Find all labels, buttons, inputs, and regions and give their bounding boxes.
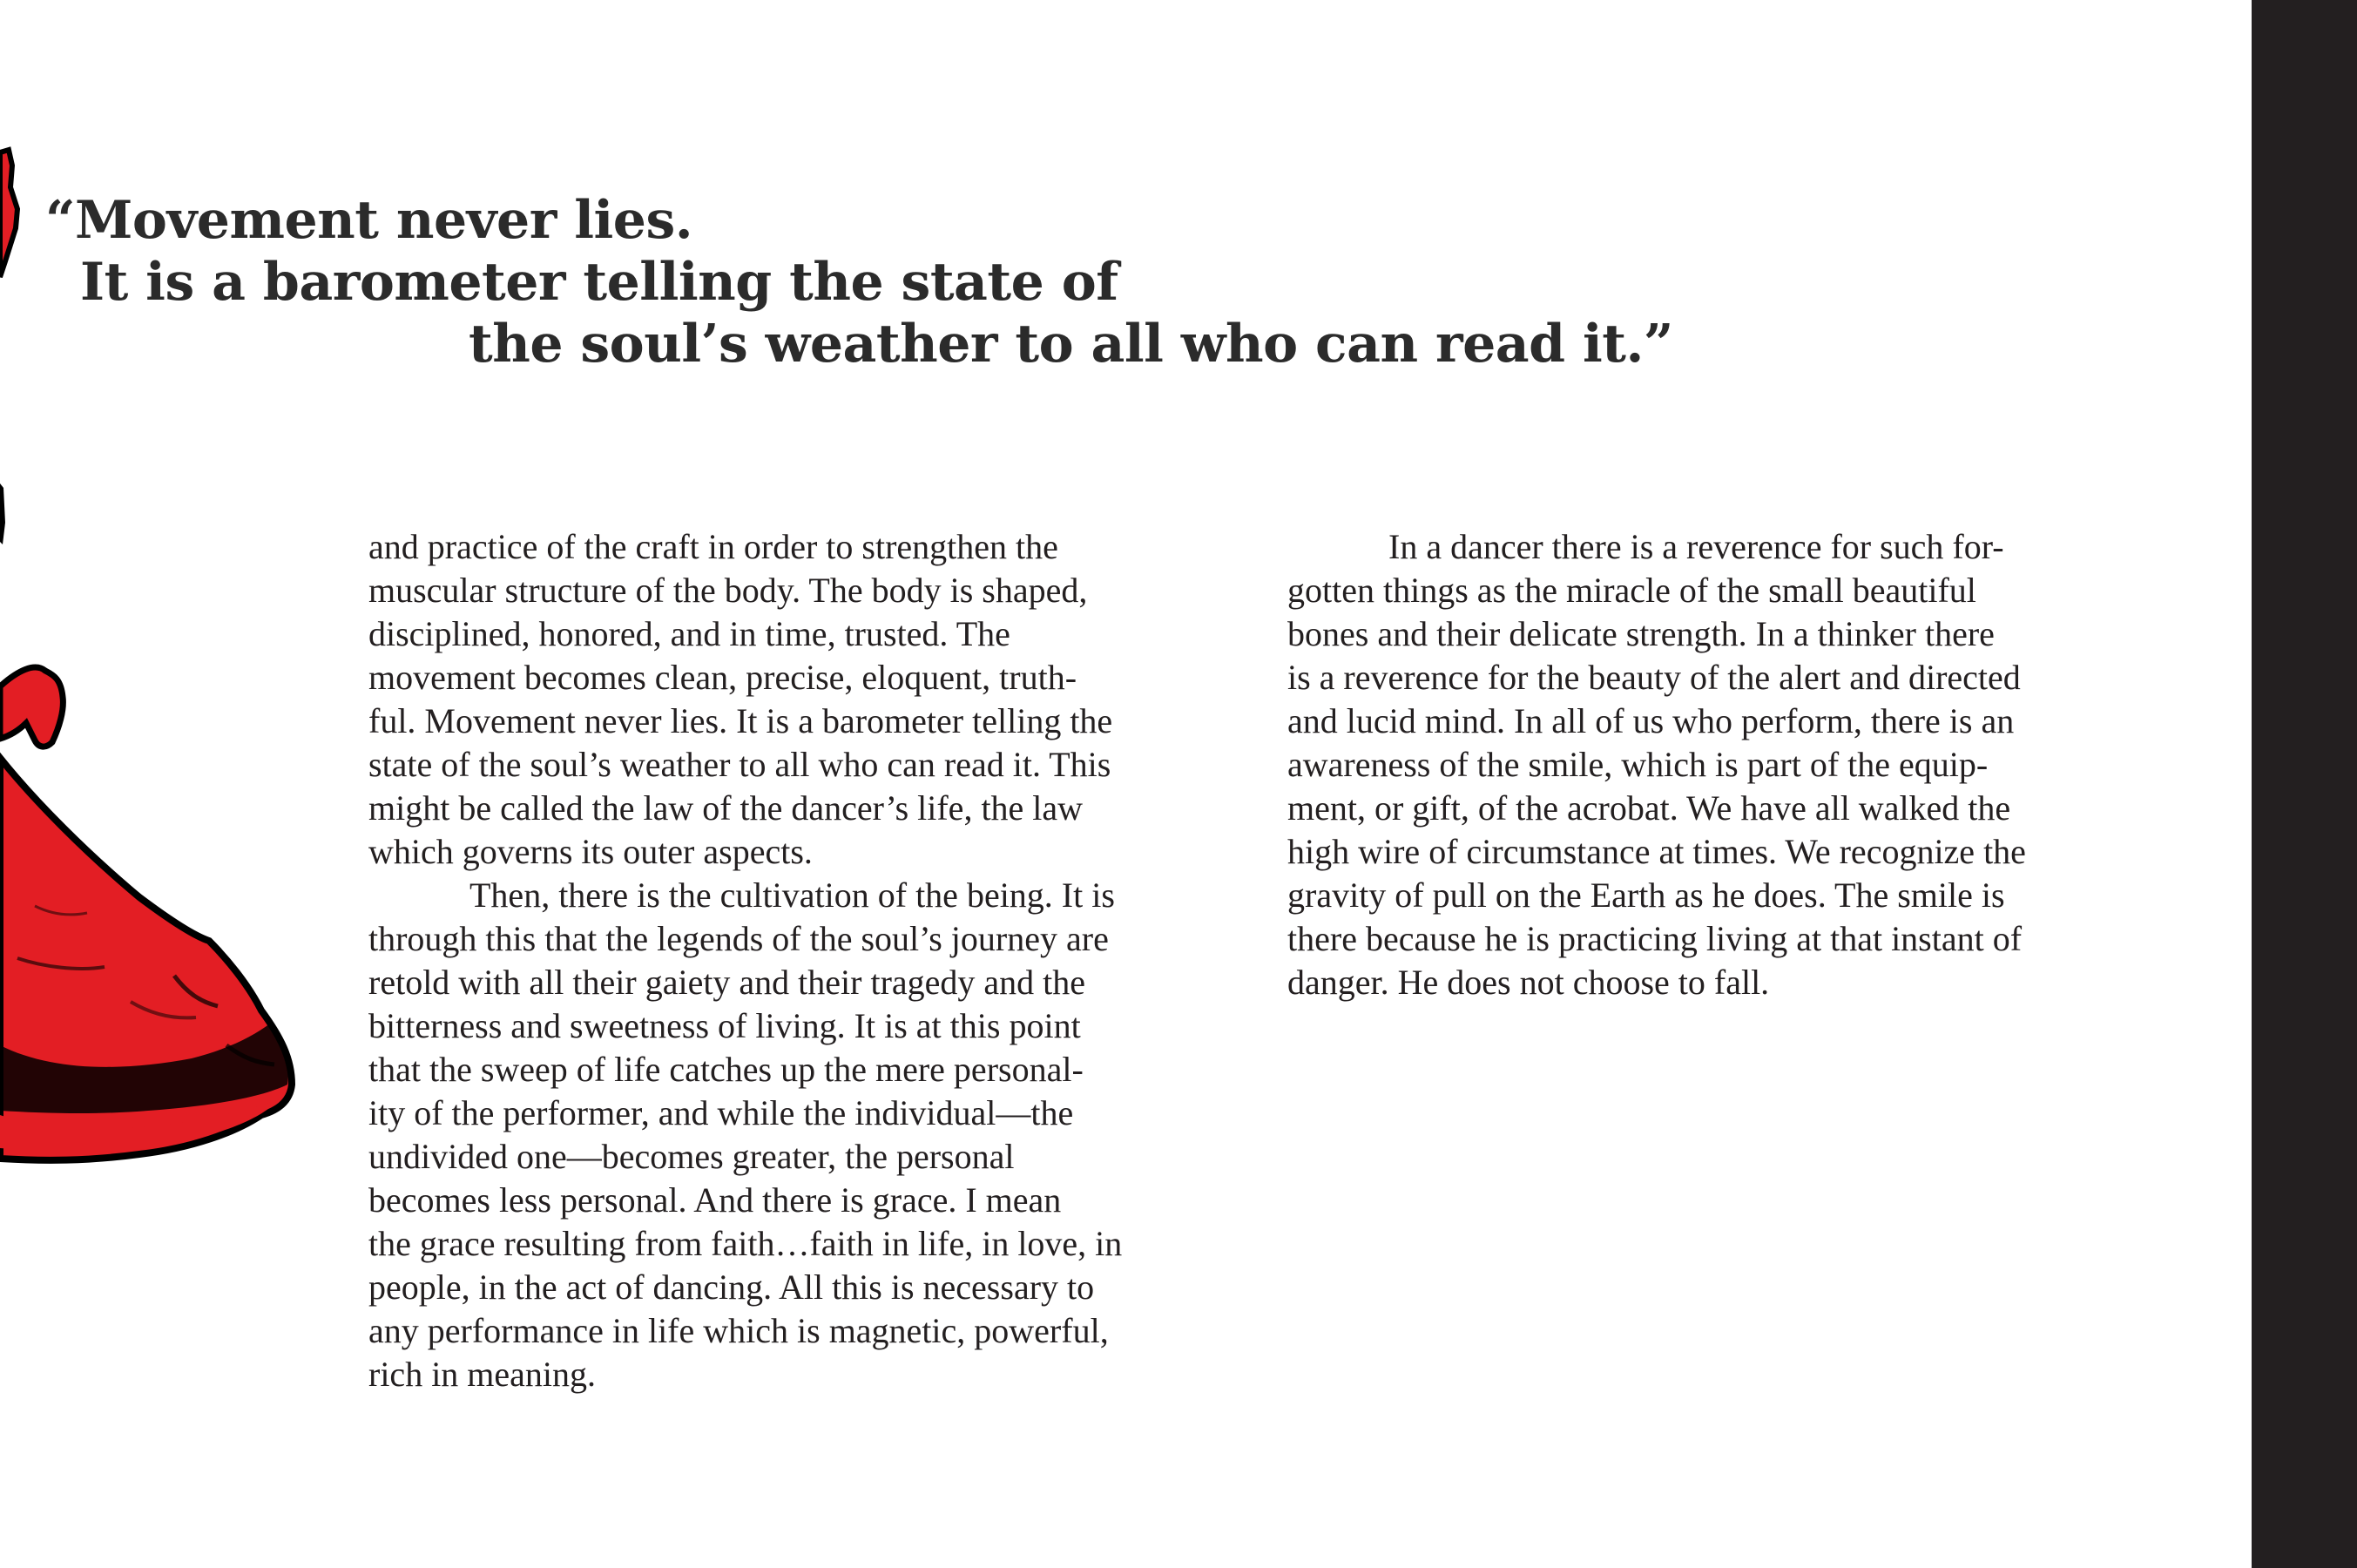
pull-quote — [45, 190, 1673, 375]
text-line: bitterness and sweetness of living. It is at this point — [368, 1006, 1081, 1045]
text-line: becomes less personal. And there is grace. I mean — [368, 1180, 1062, 1220]
dancer-arm-fragment — [0, 483, 5, 544]
text-line: In a dancer there is a reverence for such for- — [1388, 527, 2004, 566]
text-line: undivided one—becomes greater, the personal — [368, 1137, 1015, 1176]
text-line: rich in meaning. — [368, 1355, 597, 1394]
text-line: ment, or gift, of the acrobat. We have all walked the — [1287, 788, 2011, 828]
pull-quote-line: “Movement never lies. — [45, 190, 693, 251]
text-line: any performance in life which is magnetic, powerful, — [368, 1311, 1109, 1350]
body-column-right — [1287, 525, 2193, 1004]
text-line: awareness of the smile, which is part of the equip- — [1287, 745, 1989, 784]
dancer-hand-fragment — [0, 150, 17, 277]
text-line: ful. Movement never lies. It is a barometer telling the — [368, 701, 1113, 740]
text-line: retold with all their gaiety and their tragedy and the — [368, 963, 1086, 1002]
text-line: there because he is practicing living at that instant of — [1287, 919, 2023, 958]
text-line: danger. He does not choose to fall. — [1287, 963, 1770, 1002]
text-line: and practice of the craft in order to strengthen the — [368, 527, 1058, 566]
text-line: movement becomes clean, precise, eloquent, truth- — [368, 658, 1077, 697]
text-line: through this that the legends of the soul’s journey are — [368, 919, 1109, 958]
text-line: state of the soul’s weather to all who can read it. This — [368, 745, 1111, 784]
text-line: ity of the performer, and while the individual—the — [368, 1093, 1074, 1132]
text-line: and lucid mind. In all of us who perform, there is an — [1287, 701, 2015, 740]
text-line: is a reverence for the beauty of the alert and directed — [1287, 658, 2021, 697]
text-line: people, in the act of dancing. All this is necessary to — [368, 1267, 1095, 1307]
text-line: Then, there is the cultivation of the being. It is — [469, 875, 1115, 915]
text-line: muscular structure of the body. The body is shaped, — [368, 571, 1088, 610]
body-column-left — [368, 525, 1257, 1396]
dancer-elbow — [0, 667, 63, 747]
text-line: the grace resulting from faith…faith in life, in love, in — [368, 1224, 1123, 1263]
text-line: gotten things as the miracle of the small beautiful — [1287, 571, 1976, 610]
text-line: that the sweep of life catches up the mere personal- — [368, 1050, 1084, 1089]
pull-quote-line: It is a barometer telling the state of — [80, 252, 1118, 313]
pull-quote-line: the soul’s weather to all who can read it.” — [469, 314, 1673, 375]
text-line: which governs its outer aspects. — [368, 832, 813, 871]
text-line: disciplined, honored, and in time, trusted. The — [368, 614, 1010, 653]
text-line: might be called the law of the dancer’s life, the law — [368, 788, 1084, 828]
text-line: high wire of circumstance at times. We recognize the — [1287, 832, 2026, 871]
text-line: gravity of pull on the Earth as he does. The smile is — [1287, 875, 2005, 915]
text-line: bones and their delicate strength. In a thinker there — [1287, 614, 1995, 653]
page-edge-bar — [2252, 0, 2357, 1568]
